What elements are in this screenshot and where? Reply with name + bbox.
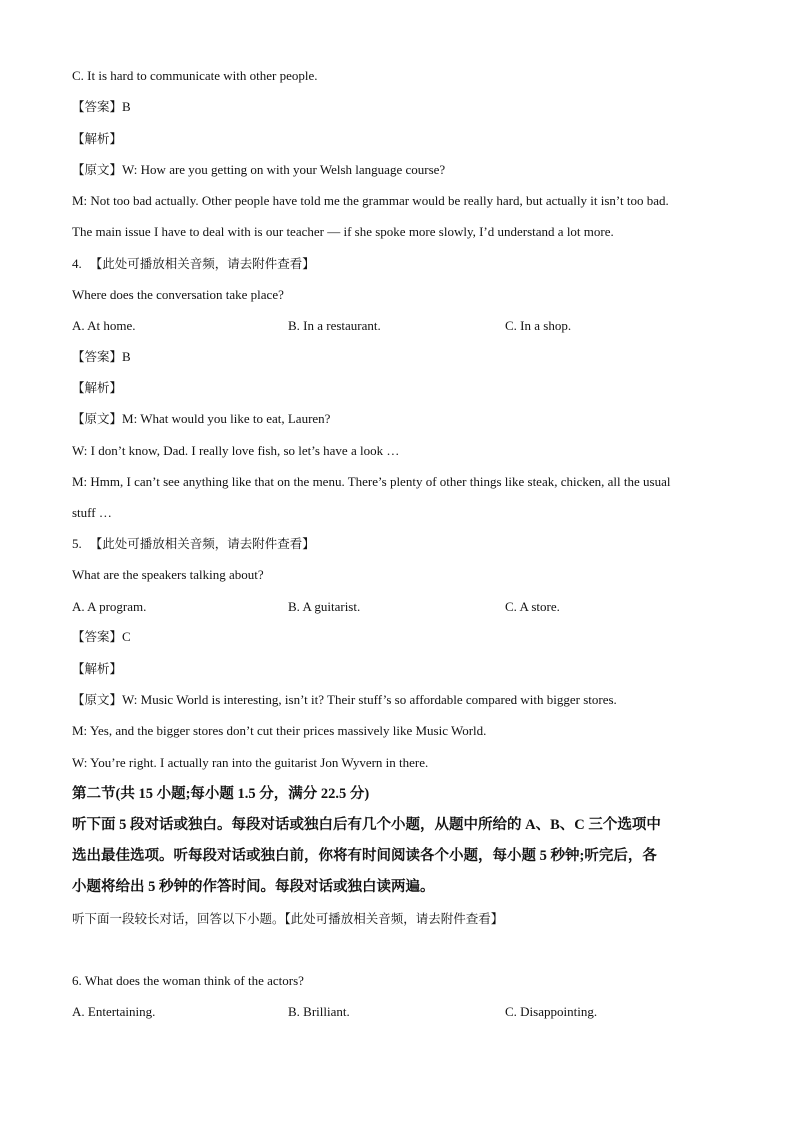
- q3-answer: [72, 98, 131, 116]
- q4-transcript-line: W: I don’t know, Dad. I really love fish, so let’s have a look …: [72, 443, 400, 458]
- section-instruction-line: 小题将给出 5 秒钟的作答时间。每段对话或独白读两遍。: [72, 879, 435, 895]
- transcript-label: 【原文】: [72, 162, 123, 177]
- audio-note: 【此处可播放相关音频，请去附件查看】: [89, 536, 315, 551]
- q6-question: 6. What does the woman think of the actors?: [72, 973, 304, 988]
- q5-transcript-line: W: You’re right. I actually ran into the guitarist Jon Wyvern in there.: [72, 755, 429, 770]
- audio-note: 【此处可播放相关音频，请去附件查看】: [89, 256, 315, 271]
- answer-label: 【答案】: [72, 629, 123, 644]
- q4-answer: [72, 348, 131, 366]
- answer-label: 【答案】: [72, 99, 123, 114]
- q3-transcript-line: The main issue I have to deal with is our teacher — if she spoke more slowly, I’d understand a lot more.: [72, 224, 614, 239]
- q5-option-c: C. A store.: [505, 599, 560, 614]
- q4-question: Where does the conversation take place?: [72, 287, 284, 302]
- transcript-text: W: Music World is interesting, isn’t it? Their stuff’s so affordable compared with bigger stores.: [122, 692, 617, 707]
- q4-transcript-line: M: Hmm, I can’t see anything like that on the menu. There’s plenty of other things like steak, chicken, all the usual: [72, 474, 671, 489]
- q5-option-b: B. A guitarist.: [288, 599, 361, 614]
- transcript-text: W: How are you getting on with your Welsh language course?: [122, 162, 446, 177]
- q5-header: [72, 535, 315, 553]
- q6-option-c: C. Disappointing.: [505, 1004, 598, 1019]
- q5-transcript-line: [72, 691, 617, 709]
- section-instruction-line: 听下面 5 段对话或独白。每段对话或独白后有几个小题，从题中所给的 A、B、C 三个选项中: [72, 817, 661, 833]
- answer-value: B: [122, 99, 131, 114]
- q4-analysis-label: 【解析】: [72, 380, 123, 395]
- q4-transcript-line: stuff …: [72, 505, 112, 520]
- transcript-label: 【原文】: [72, 411, 123, 426]
- q3-transcript-line: [72, 161, 445, 179]
- q4-option-b: B. In a restaurant.: [288, 318, 381, 333]
- section-instruction-line: 选出最佳选项。听每段对话或独白前，你将有时间阅读各个小题，每小题 5 秒钟;听完后，各: [72, 848, 657, 864]
- q3-option-c: C. It is hard to communicate with other people.: [72, 68, 318, 83]
- q4-option-c: C. In a shop.: [505, 318, 572, 333]
- q5-transcript-line: M: Yes, and the bigger stores don’t cut their prices massively like Music World.: [72, 723, 487, 738]
- section-heading: 第二节(共 15 小题;每小题 1.5 分，满分 22.5 分): [72, 786, 370, 802]
- answer-label: 【答案】: [72, 349, 123, 364]
- q5-option-a: A. A program.: [72, 599, 147, 614]
- question-number: 5.: [72, 536, 82, 551]
- answer-value: B: [122, 349, 131, 364]
- q4-option-a: A. At home.: [72, 318, 136, 333]
- q4-header: [72, 255, 315, 273]
- transcript-text: M: What would you like to eat, Lauren?: [122, 411, 331, 426]
- dialogue-intro: 听下面一段较长对话，回答以下小题。【此处可播放相关音频，请去附件查看】: [72, 911, 504, 926]
- q6-option-a: A. Entertaining.: [72, 1004, 156, 1019]
- q5-answer: [72, 628, 131, 646]
- transcript-label: 【原文】: [72, 692, 123, 707]
- question-number: 4.: [72, 256, 82, 271]
- q4-transcript-line: [72, 410, 330, 428]
- q5-question: What are the speakers talking about?: [72, 567, 264, 582]
- q5-analysis-label: 【解析】: [72, 661, 123, 676]
- q3-transcript-line: M: Not too bad actually. Other people have told me the grammar would be really hard, but actually it isn’t too bad.: [72, 193, 669, 208]
- answer-value: C: [122, 629, 131, 644]
- q3-analysis-label: 【解析】: [72, 131, 123, 146]
- q6-option-b: B. Brilliant.: [288, 1004, 350, 1019]
